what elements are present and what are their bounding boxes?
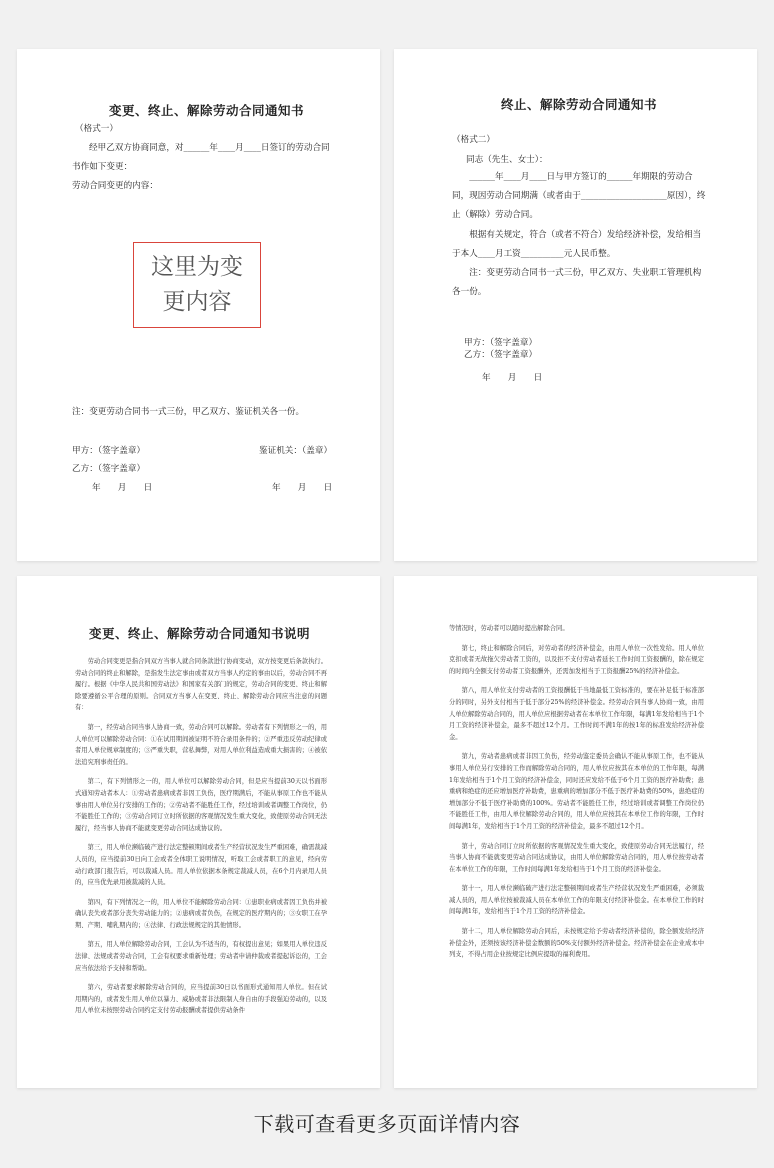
paragraph: 第四，有下列情况之一的，用人单位不能解除劳动合同：①患职业病或者因工负伤并被确认丧失或者部分丧失劳动能力的；②患病或者负伤，在规定的医疗期内的；③女职工在孕期、产期、哺乳期内的；④法律、行政法规规定的其他情形。 — [75, 898, 327, 929]
agreement-line-cont: 书作如下变更： — [72, 162, 133, 172]
note-text: 注：变更劳动合同书一式三份，甲乙双方、鉴证机关各一份。 — [72, 407, 305, 417]
paragraph: 第三，用人单位濒临破产进行法定整顿期间或者生产经营状况发生严重困难，确需裁减人员的，应当提前30日向工会或者全体职工说明情况，听取工会或者职工的意见，经向劳动行政部门报告后，可以裁减人员。用人单位依据本条规定裁减人员，在6个月内录用人员的，应当优先录用被裁减的人员。 — [75, 844, 327, 887]
format-label: （格式二） — [452, 135, 495, 145]
paragraph-termination: ______年____月____日与甲方签订的______年期限的劳动合同，现因劳动合同期满（或者由于____________________原因），终止（解除）劳动合同。 — [452, 172, 706, 220]
explanation-body-continued — [449, 623, 704, 969]
paragraph: 第五，用人单位解除劳动合同，工会认为不适当的，有权提出意见；如果用人单位违反法律、法规或者劳动合同，工会有权要求重新处理；劳动者申请仲裁或者提起诉讼的，工会应当依法给予支持和帮助。 — [75, 941, 327, 972]
format-label: （格式一） — [75, 124, 118, 134]
party-b-signature: 乙方：（签字盖章） — [464, 350, 538, 360]
explanation-body — [75, 656, 327, 1025]
witness-signature: 鉴证机关：（盖章） — [259, 446, 333, 456]
date-left: 年 月 日 — [92, 483, 153, 493]
party-a-signature: 甲方：（签字盖章） — [464, 338, 538, 348]
paragraph: 第八，用人单位支付劳动者的工资报酬低于当地最低工资标准的，要在补足低于标准部分的同时，另外支付相当于低于部分25%的经济补偿金。经劳动合同当事人协商一致，由用人单位解除劳动合同的，用人单位应根据劳动者在本单位工作年限，每满1年发给相当于1个月工资的经济补偿金，最多不超过12个月。工作时间不满1年的按1年的标准发给经济补偿金。 — [449, 687, 704, 741]
paragraph: 第九，劳动者患病或者非因工负伤，经劳动鉴定委员会确认不能从事原工作，也不能从事用人单位另行安排的工作而解除劳动合同的，用人单位应按其在本单位的工作年限，每满1年发给相当于1个月工资的经济补偿金，同时还应发给不低于6个月工资的医疗补助费；患重病和绝症的还应增加医疗补助费，患重病的增加部分不低于医疗补助费的50%，患绝症的增加部分不低于医疗补助费的100%。劳动者不能胜任工作，经过培训或者调整工作岗位仍不能胜任工作，由用人单位解除劳动合同的，用人单位应按其在本单位工作的年限，工作时间每满1年，发给相当于1个月工资的经济补偿金，最多不超过12个月。 — [449, 753, 704, 830]
paragraph: 第二，有下列情形之一的，用人单位可以解除劳动合同，但是应当提前30天以书面形式通知劳动者本人：①劳动者患病或者非因工负伤，医疗期满后，不能从事原工作也不能从事由用人单位另行安排的工作的；②劳动者不能胜任工作，经过培训或者调整工作岗位，仍不能胜任工作的；③劳动合同订立时所依据的客观情况发生重大变化，致使原劳动合同无法履行，经当事人协商不能就变更劳动合同达成协议的。 — [75, 778, 327, 832]
paragraph: 劳动合同变更是指合同双方当事人就合同条款进行协商变动，双方按变更后条款执行。劳动合同的终止和解除，是指发生法定事由或者双方当事人约定的事由以后，劳动合同不再履行。根据《中华人民共和国劳动法》和国家有关部门的规定，劳动合同的变更、终止和解除要遵循公平合理的原则。合同双方当事人在变更、终止、解除劳动合同应当注意的问题有： — [75, 658, 327, 712]
paragraph: 等情况时，劳动者可以随时提出解除合同。 — [449, 625, 569, 632]
date-right: 年 月 日 — [272, 483, 333, 493]
paragraph: 第十一，用人单位濒临破产进行法定整顿期间或者生产经营状况发生严重困难，必须裁减人员的，用人单位按被裁减人员在本单位工作的年限支付经济补偿金。在本单位工作的时间每满1年，发给相当于1个月工资的经济补偿金。 — [449, 885, 704, 916]
download-more-caption: 下载可查看更多页面详情内容 — [253, 1112, 521, 1136]
document-page-format-two — [394, 49, 757, 561]
page-title: 变更、终止、解除劳动合同通知书 — [109, 103, 305, 118]
paragraph-note: 注：变更劳动合同书一式三份，甲乙双方、失业职工管理机构各一份。 — [452, 268, 702, 297]
party-b-signature: 乙方：（签字盖章） — [72, 464, 146, 474]
paragraph: 第六，劳动者要求解除劳动合同的，应当提前30日以书面形式通知用人单位。但在试用期内的，或者发生用人单位以暴力、威胁或者非法限制人身自由的手段强迫劳动的，以及用人单位未按照劳动合同约定支付劳动报酬或者提供劳动条件 — [75, 984, 327, 1015]
agreement-line: 经甲乙双方协商同意，对______年____月____日签订的劳动合同 — [89, 143, 330, 153]
party-a-signature: 甲方：（签字盖章） — [72, 446, 146, 456]
paragraph: 第一，经劳动合同当事人协商一致，劳动合同可以解除。劳动者有下列情形之一的，用人单位可以解除劳动合同：①在试用期间被证明不符合录用条件的；②严重违反劳动纪律或者用人单位规章制度的；③严重失职，营私舞弊，对用人单位利益造成重大损害的；④被依法追究刑事责任的。 — [75, 723, 327, 766]
page-title: 终止、解除劳动合同通知书 — [501, 97, 658, 112]
paragraph-compensation: 根据有关规定，符合（或者不符合）发给经济补偿，发给相当于本人____月工资__________元人民币整。 — [452, 230, 702, 259]
paragraph: 第七，终止和解除合同后，对劳动者的经济补偿金，由用人单位一次性发给。用人单位克扣或者无故拖欠劳动者工资的，以及拒不支付劳动者延长工作时间工资报酬的，除在规定的时间内全额支付劳动者工资报酬外，还需加发相当于工资报酬25%的经济补偿金。 — [449, 644, 704, 675]
document-page-explanation-continued — [394, 576, 757, 1088]
change-content-label: 劳动合同变更的内容： — [72, 181, 158, 191]
salutation: 同志（先生、女士）： — [466, 155, 548, 165]
page-title: 变更、终止、解除劳动合同通知书说明 — [89, 626, 311, 641]
paragraph: 第十二，用人单位解除劳动合同后，未按规定给予劳动者经济补偿的，除全额发给经济补偿金外，还须按该经济补偿金数额的50%支付额外经济补偿金。经济补偿金在企业成本中列支，不得占用企业按规定比例应提取的福利费用。 — [449, 928, 704, 959]
document-page-explanation — [17, 576, 380, 1088]
paragraph: 第十，劳动合同订立时所依据的客观情况发生重大变化，致使原劳动合同无法履行，经当事人协商不能就变更劳动合同达成协议，由用人单位解除劳动合同的，用人单位按劳动者在本单位工作的年限，工作时间每满1年发给相当于1个月工资的经济补偿金。 — [449, 842, 704, 873]
date: 年 月 日 — [482, 373, 543, 383]
document-page-format-one — [17, 49, 380, 561]
change-content-placeholder: 这里为变更内容 — [133, 242, 261, 328]
